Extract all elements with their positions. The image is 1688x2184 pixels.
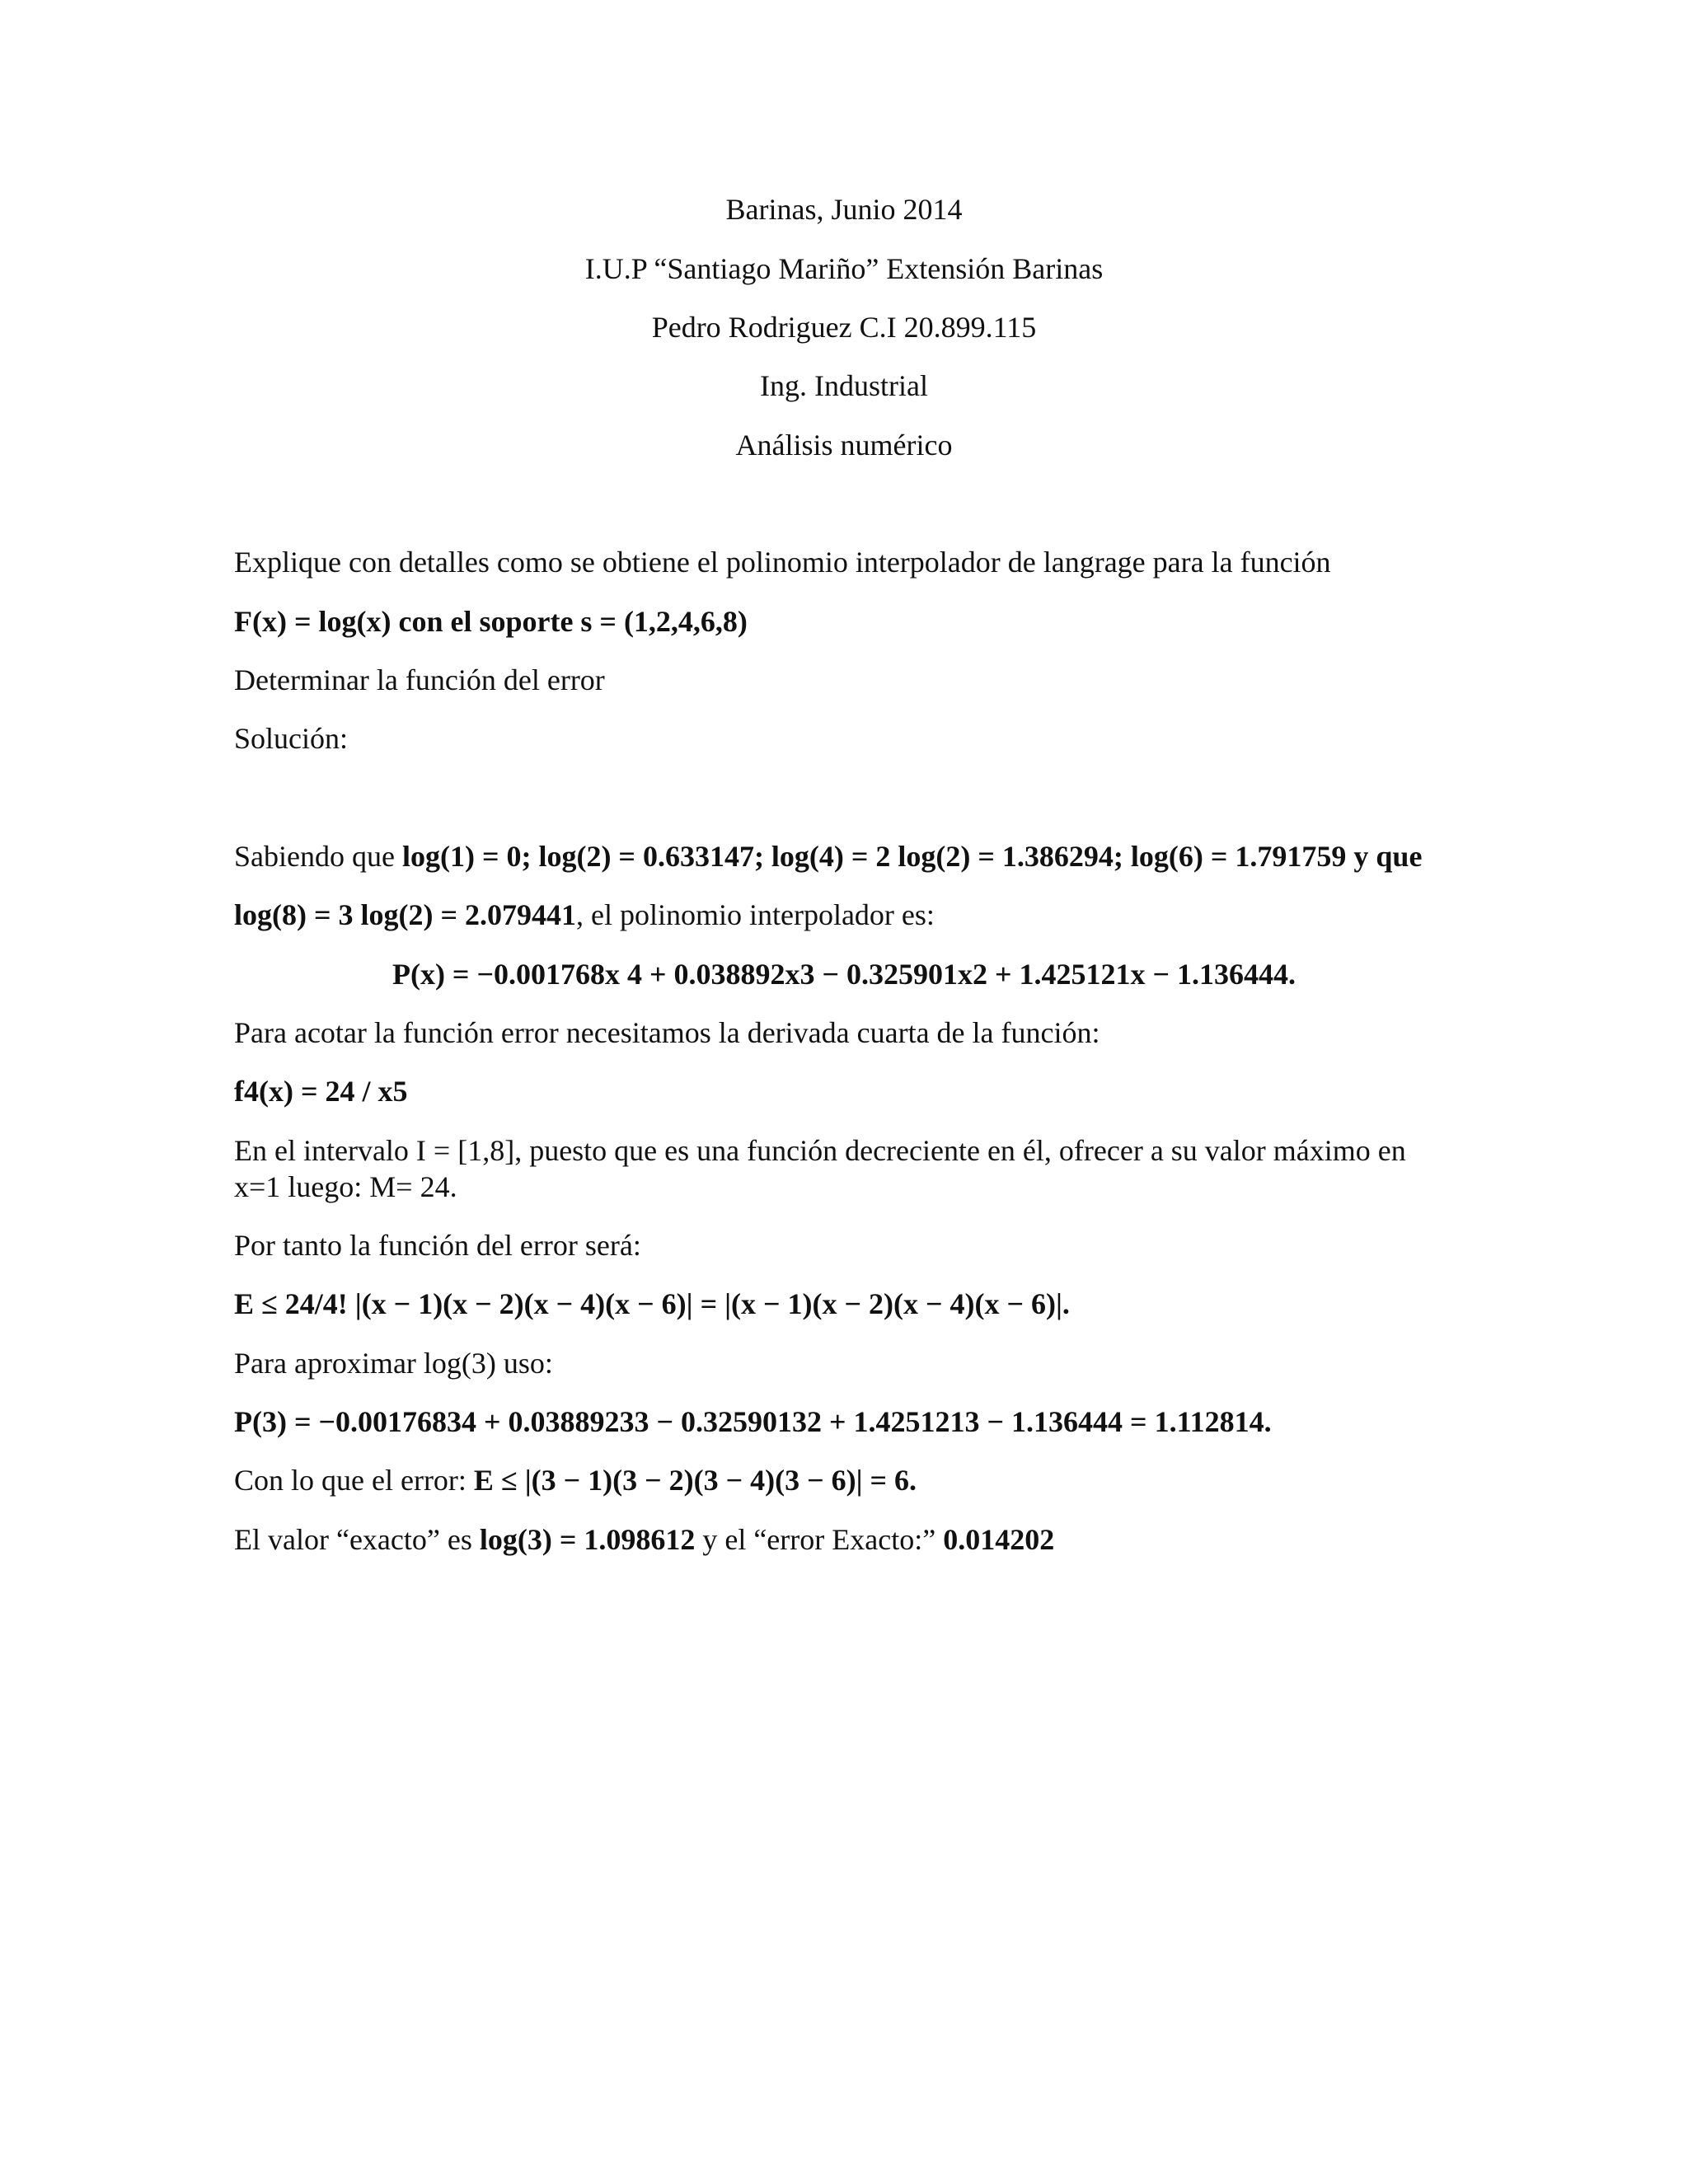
exact-value-prefix: El valor “exacto” es [234,1523,480,1556]
error-formula-text: E ≤ 24/4! |(x − 1)(x − 2)(x − 4)(x − 6)| = |(x − 1)(x − 2)(x − 4)(x − 6)|. [234,1287,1070,1320]
solution-line-1-bold: log(1) = 0; log(2) = 0.633147; log(4) = 2 log(2) = 1.386294; log(6) = 1.791759 y que [401,840,1423,873]
error-formula [234,1286,1070,1322]
fourth-derivative [234,1073,407,1109]
error-bound-value: E ≤ |(3 − 1)(3 − 2)(3 − 4)(3 − 6)| = 6. [473,1464,917,1497]
header-place-date: Barinas, Junio 2014 [725,193,963,226]
header-career: Ing. Industrial [760,369,928,402]
header-student: Pedro Rodriguez C.I 20.899.115 [651,311,1037,344]
problem-task: Determinar la función del error [234,663,605,696]
error-bound-prefix: Con lo que el error: [234,1464,474,1497]
derivative-intro: Para acotar la función error necesitamos la derivada cuarta de la función: [234,1016,1100,1049]
header-subject: Análisis numérico [735,429,953,462]
problem-function [234,603,748,640]
solution-label: Solución: [234,722,349,755]
interpolating-polynomial [0,956,1688,992]
fourth-derivative-text: f4(x) = 24 / x5 [234,1075,408,1108]
problem-function-text: F(x) = log(x) con el soporte s = (1,2,4,6,8) [234,605,748,638]
interval-paragraph: En el intervalo I = [1,8], puesto que es una función decreciente en él, ofrecer a su valor máximo en x=1 luego: M= 24. [234,1134,1406,1203]
error-bound-line [234,1462,917,1498]
approx-formula-text: P(3) = −0.00176834 + 0.03889233 − 0.32590132 + 1.4251213 − 1.136444 = 1.112814. [234,1405,1272,1438]
solution-line-2-bold: log(8) = 3 log(2) = 2.079441 [234,898,576,931]
solution-line-1-prefix: Sabiendo que [234,840,402,873]
solution-line-2 [234,897,935,933]
header-institution: I.U.P “Santiago Mariño” Extensión Barinas [584,252,1104,285]
exact-error-label: y el “error Exacto:” [695,1523,944,1556]
problem-statement: Explique con detalles como se obtiene el polinomio interpolador de langrage para la función [234,546,1331,579]
exact-value-line [234,1521,1054,1558]
exact-error-value: 0.014202 [943,1523,1055,1556]
solution-line-1 [234,838,1422,874]
approx-intro: Para aproximar log(3) uso: [234,1347,553,1380]
approx-formula [234,1404,1272,1440]
solution-line-2-suffix: , el polinomio interpolador es: [575,898,935,931]
polynomial-text: P(x) = −0.001768x 4 + 0.038892x3 − 0.325901x2 + 1.425121x − 1.136444. [392,958,1296,991]
error-intro: Por tanto la función del error será: [234,1229,641,1262]
exact-value: log(3) = 1.098612 [479,1523,696,1556]
